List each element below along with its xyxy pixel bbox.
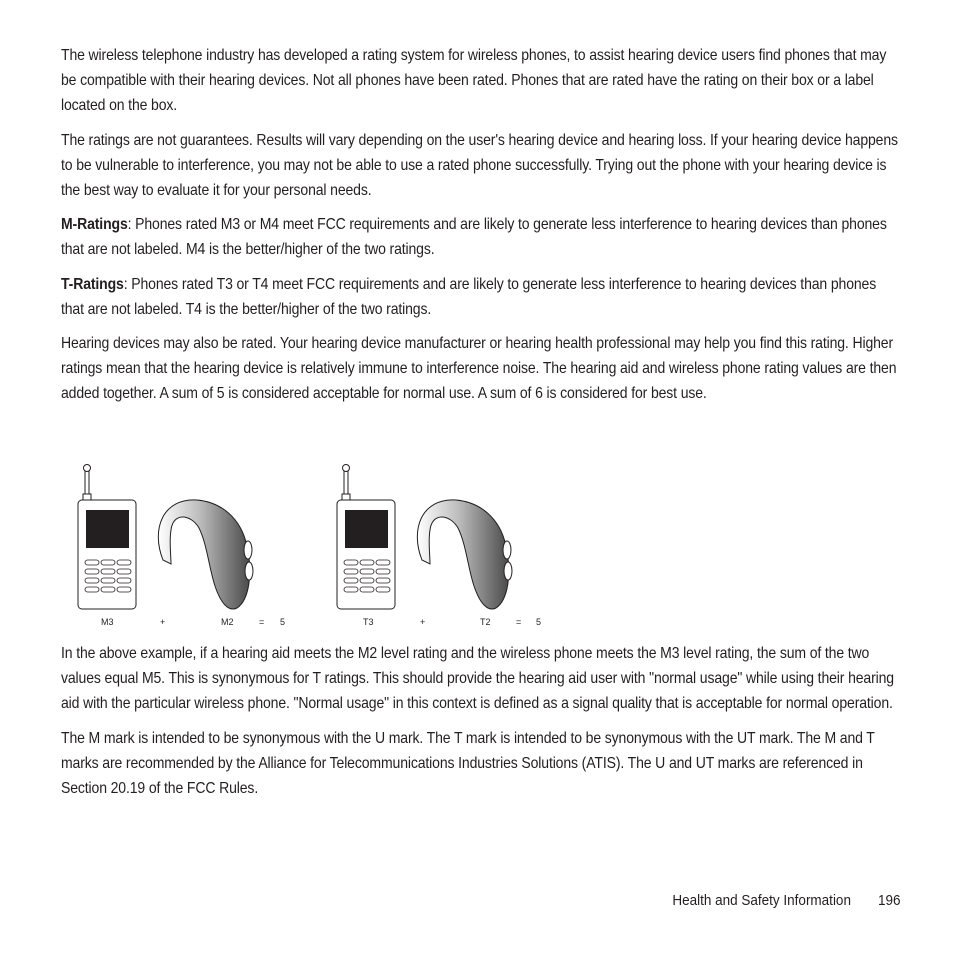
- rating-illustration: [61, 460, 561, 635]
- paragraph-m-ratings: [61, 212, 901, 262]
- phone-rating-t3: T3: [363, 617, 374, 627]
- equals-sign: =: [259, 617, 265, 627]
- sum-value: 5: [280, 617, 286, 627]
- plus-sign: +: [160, 617, 166, 627]
- plus-sign: +: [420, 617, 426, 627]
- phone-rating-m3: M3: [101, 617, 114, 627]
- paragraph-rating-system: The wireless telephone industry has developed a rating system for wireless phones, to assist hearing device users find phones that may be compatible with their hearing devices. Not all phones have been rated. Phones that are rated have the rating on their box or a label located on the box.: [61, 47, 887, 114]
- page-body: [61, 43, 901, 416]
- equals-sign: =: [516, 617, 522, 627]
- page-footer: [672, 892, 900, 909]
- paragraph-guarantees: The ratings are not guarantees. Results will vary depending on the user's hearing device and hearing loss. If your hearing device happens to be vulnerable to interference, you may not be able to use a rated phone successfully. Trying out the phone with your hearing device is the best way to evaluate it for your personal needs.: [61, 131, 898, 199]
- footer-section-title: Health and Safety Information: [671, 892, 851, 909]
- m-ratings-text: : Phones rated M3 or M4 meet FCC requirements and are likely to generate less interference to hearing devices than phones that are not labeled. M4 is the better/higher of the two ratings.: [61, 216, 887, 258]
- hearing-aid-icon: [158, 500, 253, 609]
- aid-rating-t2: T2: [480, 617, 491, 627]
- paragraph-marks: The M mark is intended to be synonymous with the U mark. The T mark is intended to be synonymous with the UT mark. The M and T marks are recommended by the Alliance for Telecommunications Industries Solutions (ATIS). The U and UT marks are referenced in Section 20.19 of the FCC Rules.: [61, 729, 875, 797]
- aid-rating-m2: M2: [221, 617, 234, 627]
- page-body-continued: [61, 641, 901, 810]
- hearing-aid-icon: [417, 500, 512, 609]
- t-ratings-term: T-Ratings: [61, 275, 124, 293]
- page-number: 196: [877, 892, 900, 909]
- m-ratings-term: M-Ratings: [61, 216, 128, 233]
- paragraph-t-ratings: [61, 272, 901, 322]
- phone-icon: [337, 465, 395, 610]
- rating-example-figure: [61, 460, 561, 635]
- sum-value: 5: [536, 617, 542, 627]
- phone-icon: [78, 465, 136, 610]
- paragraph-example: In the above example, if a hearing aid meets the M2 level rating and the wireless phone meets the M3 level rating, the sum of the two values equal M5. This is synonymous for T ratings. This should provide the hearing aid user with "normal usage" while using their hearing aid with the particular wireless phone. "Normal usage" in this context is defined as a signal quality that is acceptable for normal operation.: [61, 645, 894, 712]
- t-ratings-text: : Phones rated T3 or T4 meet FCC requirements and are likely to generate less interference to hearing devices than phones that are not labeled. T4 is the better/higher of the two ratings.: [61, 275, 877, 318]
- paragraph-hearing-devices: Hearing devices may also be rated. Your hearing device manufacturer or hearing health professional may help you find this rating. Higher ratings mean that the hearing device is relatively immune to interference noise. The hearing aid and wireless phone rating values are then added together. A sum of 5 is considered acceptable for normal use. A sum of 6 is considered for best use.: [61, 335, 897, 402]
